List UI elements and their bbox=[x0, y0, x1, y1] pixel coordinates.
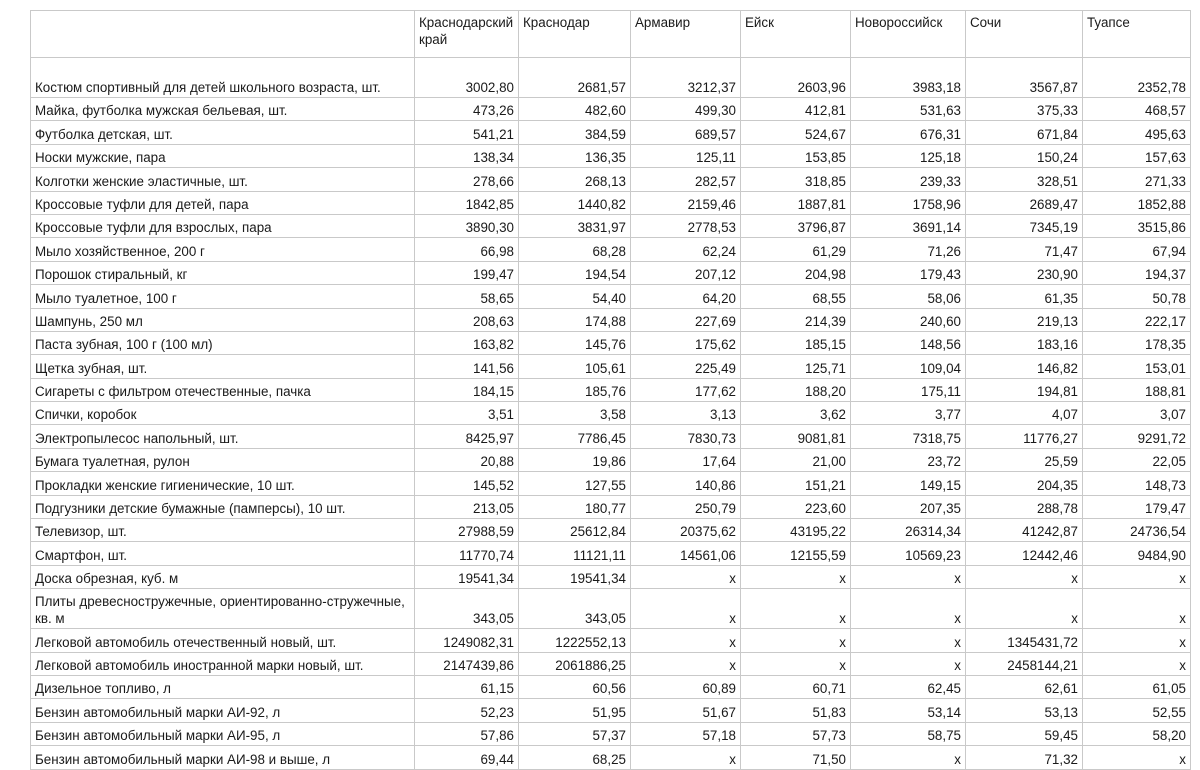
price-cell-tuapse: 179,47 bbox=[1083, 495, 1191, 518]
price-cell-novorossiysk: 7318,75 bbox=[851, 425, 966, 448]
price-cell-eysk: x bbox=[741, 629, 851, 652]
price-cell-krasnodar-krai: 19541,34 bbox=[415, 565, 519, 588]
table-row bbox=[31, 168, 1191, 191]
table-row bbox=[31, 378, 1191, 401]
table-row bbox=[31, 98, 1191, 121]
price-table bbox=[30, 10, 1191, 770]
price-cell-armavir: 62,24 bbox=[631, 238, 741, 261]
table-body bbox=[31, 58, 1191, 770]
price-cell-armavir: 125,11 bbox=[631, 144, 741, 167]
price-cell-eysk: 43195,22 bbox=[741, 519, 851, 542]
price-cell-krasnodar-krai: 2147439,86 bbox=[415, 652, 519, 675]
price-cell-krasnodar-krai: 58,65 bbox=[415, 285, 519, 308]
price-cell-novorossiysk: 53,14 bbox=[851, 699, 966, 722]
table-row bbox=[31, 121, 1191, 144]
product-name-cell: Бензин автомобильный марки АИ-98 и выше, л bbox=[31, 746, 415, 769]
price-cell-eysk: 151,21 bbox=[741, 472, 851, 495]
price-cell-armavir: 689,57 bbox=[631, 121, 741, 144]
price-cell-eysk: 51,83 bbox=[741, 699, 851, 722]
price-cell-krasnodar-krai: 66,98 bbox=[415, 238, 519, 261]
price-cell-armavir: 2159,46 bbox=[631, 191, 741, 214]
price-cell-krasnodar-krai: 69,44 bbox=[415, 746, 519, 769]
header-tuapse: Туапсе bbox=[1083, 11, 1191, 58]
price-cell-krasnodar: 7786,45 bbox=[519, 425, 631, 448]
price-cell-tuapse: x bbox=[1083, 565, 1191, 588]
table-row bbox=[31, 448, 1191, 471]
product-name-cell: Бензин автомобильный марки АИ-95, л bbox=[31, 722, 415, 745]
price-cell-armavir: 175,62 bbox=[631, 331, 741, 354]
price-cell-krasnodar: 19541,34 bbox=[519, 565, 631, 588]
price-cell-sochi: 71,32 bbox=[966, 746, 1083, 769]
price-cell-sochi: 671,84 bbox=[966, 121, 1083, 144]
price-cell-tuapse: 178,35 bbox=[1083, 331, 1191, 354]
price-cell-sochi: 150,24 bbox=[966, 144, 1083, 167]
price-cell-novorossiysk: x bbox=[851, 629, 966, 652]
table-row bbox=[31, 58, 1191, 98]
price-cell-novorossiysk: 149,15 bbox=[851, 472, 966, 495]
price-cell-armavir: 499,30 bbox=[631, 98, 741, 121]
price-cell-eysk: 185,15 bbox=[741, 331, 851, 354]
price-cell-krasnodar-krai: 8425,97 bbox=[415, 425, 519, 448]
header-krasnodar-krai: Краснодарский край bbox=[415, 11, 519, 58]
price-cell-armavir: x bbox=[631, 746, 741, 769]
price-cell-krasnodar: 11121,11 bbox=[519, 542, 631, 565]
price-cell-krasnodar-krai: 3,51 bbox=[415, 402, 519, 425]
product-name-cell: Шампунь, 250 мл bbox=[31, 308, 415, 331]
price-cell-krasnodar: 105,61 bbox=[519, 355, 631, 378]
price-cell-krasnodar: 25612,84 bbox=[519, 519, 631, 542]
price-cell-armavir: 3212,37 bbox=[631, 58, 741, 98]
price-cell-tuapse: 271,33 bbox=[1083, 168, 1191, 191]
product-name-cell: Плиты древесностружечные, ориентированно-стружечные, кв. м bbox=[31, 589, 415, 629]
product-name-cell: Порошок стиральный, кг bbox=[31, 261, 415, 284]
price-cell-novorossiysk: 207,35 bbox=[851, 495, 966, 518]
table-row bbox=[31, 652, 1191, 675]
product-name-cell: Щетка зубная, шт. bbox=[31, 355, 415, 378]
table-row bbox=[31, 285, 1191, 308]
product-name-cell: Подгузники детские бумажные (памперсы), 10 шт. bbox=[31, 495, 415, 518]
price-cell-krasnodar: 185,76 bbox=[519, 378, 631, 401]
table-row bbox=[31, 331, 1191, 354]
price-cell-tuapse: x bbox=[1083, 652, 1191, 675]
header-eysk: Ейск bbox=[741, 11, 851, 58]
price-cell-sochi: 219,13 bbox=[966, 308, 1083, 331]
price-cell-krasnodar-krai: 61,15 bbox=[415, 675, 519, 698]
price-cell-sochi: 328,51 bbox=[966, 168, 1083, 191]
price-cell-eysk: 60,71 bbox=[741, 675, 851, 698]
price-cell-krasnodar-krai: 473,26 bbox=[415, 98, 519, 121]
price-cell-sochi: 1345431,72 bbox=[966, 629, 1083, 652]
price-cell-armavir: 207,12 bbox=[631, 261, 741, 284]
price-cell-tuapse: 153,01 bbox=[1083, 355, 1191, 378]
price-cell-sochi: 61,35 bbox=[966, 285, 1083, 308]
price-cell-krasnodar: 68,25 bbox=[519, 746, 631, 769]
price-cell-tuapse: 222,17 bbox=[1083, 308, 1191, 331]
price-cell-sochi: 2458144,21 bbox=[966, 652, 1083, 675]
price-cell-eysk: x bbox=[741, 652, 851, 675]
price-cell-tuapse: 58,20 bbox=[1083, 722, 1191, 745]
header-krasnodar: Краснодар bbox=[519, 11, 631, 58]
price-cell-novorossiysk: x bbox=[851, 746, 966, 769]
price-cell-novorossiysk: 175,11 bbox=[851, 378, 966, 401]
price-cell-novorossiysk: 125,18 bbox=[851, 144, 966, 167]
price-cell-sochi: 375,33 bbox=[966, 98, 1083, 121]
product-name-cell: Кроссовые туфли для взрослых, пара bbox=[31, 214, 415, 237]
price-cell-eysk: 3,62 bbox=[741, 402, 851, 425]
product-name-cell: Футболка детская, шт. bbox=[31, 121, 415, 144]
price-cell-krasnodar-krai: 343,05 bbox=[415, 589, 519, 629]
price-cell-sochi: 288,78 bbox=[966, 495, 1083, 518]
price-table-page bbox=[30, 10, 1190, 770]
price-cell-sochi: 230,90 bbox=[966, 261, 1083, 284]
price-cell-novorossiysk: x bbox=[851, 652, 966, 675]
table-row bbox=[31, 746, 1191, 769]
price-cell-eysk: 524,67 bbox=[741, 121, 851, 144]
price-cell-tuapse: 67,94 bbox=[1083, 238, 1191, 261]
price-cell-krasnodar: 268,13 bbox=[519, 168, 631, 191]
header-sochi: Сочи bbox=[966, 11, 1083, 58]
price-cell-novorossiysk: 531,63 bbox=[851, 98, 966, 121]
price-cell-sochi: x bbox=[966, 589, 1083, 629]
price-cell-krasnodar: 68,28 bbox=[519, 238, 631, 261]
price-cell-novorossiysk: 62,45 bbox=[851, 675, 966, 698]
header-row bbox=[31, 11, 1191, 58]
price-cell-novorossiysk: 3691,14 bbox=[851, 214, 966, 237]
price-cell-armavir: 7830,73 bbox=[631, 425, 741, 448]
price-cell-eysk: 2603,96 bbox=[741, 58, 851, 98]
price-cell-novorossiysk: 1758,96 bbox=[851, 191, 966, 214]
price-cell-tuapse: 468,57 bbox=[1083, 98, 1191, 121]
price-cell-tuapse: 188,81 bbox=[1083, 378, 1191, 401]
price-cell-novorossiysk: 676,31 bbox=[851, 121, 966, 144]
price-cell-krasnodar-krai: 3002,80 bbox=[415, 58, 519, 98]
price-cell-krasnodar: 1222552,13 bbox=[519, 629, 631, 652]
price-cell-armavir: x bbox=[631, 629, 741, 652]
price-cell-krasnodar: 136,35 bbox=[519, 144, 631, 167]
price-cell-krasnodar: 2681,57 bbox=[519, 58, 631, 98]
table-row bbox=[31, 214, 1191, 237]
price-cell-eysk: 21,00 bbox=[741, 448, 851, 471]
price-cell-sochi: 146,82 bbox=[966, 355, 1083, 378]
price-cell-armavir: 140,86 bbox=[631, 472, 741, 495]
product-name-cell: Легковой автомобиль отечественный новый, шт. bbox=[31, 629, 415, 652]
table-row bbox=[31, 565, 1191, 588]
price-cell-krasnodar-krai: 141,56 bbox=[415, 355, 519, 378]
price-cell-krasnodar-krai: 52,23 bbox=[415, 699, 519, 722]
price-cell-armavir: 227,69 bbox=[631, 308, 741, 331]
price-cell-krasnodar-krai: 145,52 bbox=[415, 472, 519, 495]
price-cell-sochi: 62,61 bbox=[966, 675, 1083, 698]
table-row bbox=[31, 425, 1191, 448]
product-name-cell: Смартфон, шт. bbox=[31, 542, 415, 565]
product-name-cell: Бумага туалетная, рулон bbox=[31, 448, 415, 471]
price-cell-krasnodar: 60,56 bbox=[519, 675, 631, 698]
price-cell-armavir: 14561,06 bbox=[631, 542, 741, 565]
price-cell-tuapse: 194,37 bbox=[1083, 261, 1191, 284]
price-cell-tuapse: 9291,72 bbox=[1083, 425, 1191, 448]
price-cell-krasnodar-krai: 27988,59 bbox=[415, 519, 519, 542]
price-cell-tuapse: 157,63 bbox=[1083, 144, 1191, 167]
table-row bbox=[31, 519, 1191, 542]
table-row bbox=[31, 495, 1191, 518]
price-cell-armavir: 2778,53 bbox=[631, 214, 741, 237]
price-cell-eysk: 214,39 bbox=[741, 308, 851, 331]
table-row bbox=[31, 308, 1191, 331]
price-cell-eysk: 125,71 bbox=[741, 355, 851, 378]
product-name-cell: Сигареты с фильтром отечественные, пачка bbox=[31, 378, 415, 401]
price-cell-novorossiysk: 148,56 bbox=[851, 331, 966, 354]
product-name-cell: Прокладки женские гигиенические, 10 шт. bbox=[31, 472, 415, 495]
price-cell-krasnodar: 482,60 bbox=[519, 98, 631, 121]
price-cell-eysk: 3796,87 bbox=[741, 214, 851, 237]
product-name-cell: Кроссовые туфли для детей, пара bbox=[31, 191, 415, 214]
table-row bbox=[31, 191, 1191, 214]
table-row bbox=[31, 261, 1191, 284]
table-row bbox=[31, 675, 1191, 698]
price-cell-eysk: 61,29 bbox=[741, 238, 851, 261]
price-cell-sochi: 12442,46 bbox=[966, 542, 1083, 565]
price-cell-sochi: 53,13 bbox=[966, 699, 1083, 722]
price-cell-eysk: 68,55 bbox=[741, 285, 851, 308]
price-cell-sochi: 204,35 bbox=[966, 472, 1083, 495]
price-cell-krasnodar: 51,95 bbox=[519, 699, 631, 722]
price-cell-sochi: 59,45 bbox=[966, 722, 1083, 745]
price-cell-krasnodar-krai: 1842,85 bbox=[415, 191, 519, 214]
table-row bbox=[31, 542, 1191, 565]
price-cell-krasnodar-krai: 20,88 bbox=[415, 448, 519, 471]
product-name-cell: Легковой автомобиль иностранной марки новый, шт. bbox=[31, 652, 415, 675]
price-cell-novorossiysk: x bbox=[851, 589, 966, 629]
header-armavir: Армавир bbox=[631, 11, 741, 58]
price-cell-krasnodar-krai: 541,21 bbox=[415, 121, 519, 144]
price-cell-eysk: 57,73 bbox=[741, 722, 851, 745]
price-cell-novorossiysk: 58,06 bbox=[851, 285, 966, 308]
table-row bbox=[31, 238, 1191, 261]
price-cell-eysk: 412,81 bbox=[741, 98, 851, 121]
price-cell-krasnodar: 194,54 bbox=[519, 261, 631, 284]
price-cell-tuapse: 495,63 bbox=[1083, 121, 1191, 144]
price-cell-novorossiysk: 109,04 bbox=[851, 355, 966, 378]
price-cell-tuapse: x bbox=[1083, 746, 1191, 769]
price-cell-eysk: 223,60 bbox=[741, 495, 851, 518]
price-cell-novorossiysk: 26314,34 bbox=[851, 519, 966, 542]
price-cell-krasnodar: 57,37 bbox=[519, 722, 631, 745]
product-name-cell: Майка, футболка мужская бельевая, шт. bbox=[31, 98, 415, 121]
product-name-cell: Мыло туалетное, 100 г bbox=[31, 285, 415, 308]
price-cell-tuapse: 22,05 bbox=[1083, 448, 1191, 471]
price-cell-armavir: 282,57 bbox=[631, 168, 741, 191]
price-cell-krasnodar-krai: 199,47 bbox=[415, 261, 519, 284]
price-cell-sochi: 183,16 bbox=[966, 331, 1083, 354]
price-cell-eysk: 153,85 bbox=[741, 144, 851, 167]
price-cell-eysk: 12155,59 bbox=[741, 542, 851, 565]
price-cell-krasnodar: 19,86 bbox=[519, 448, 631, 471]
price-cell-armavir: 64,20 bbox=[631, 285, 741, 308]
price-cell-krasnodar: 145,76 bbox=[519, 331, 631, 354]
price-cell-sochi: x bbox=[966, 565, 1083, 588]
price-cell-eysk: x bbox=[741, 589, 851, 629]
price-cell-krasnodar-krai: 3890,30 bbox=[415, 214, 519, 237]
price-cell-tuapse: 148,73 bbox=[1083, 472, 1191, 495]
price-cell-tuapse: 9484,90 bbox=[1083, 542, 1191, 565]
price-cell-sochi: 2689,47 bbox=[966, 191, 1083, 214]
product-name-cell: Спички, коробок bbox=[31, 402, 415, 425]
price-cell-krasnodar-krai: 163,82 bbox=[415, 331, 519, 354]
price-cell-armavir: 60,89 bbox=[631, 675, 741, 698]
price-cell-krasnodar-krai: 278,66 bbox=[415, 168, 519, 191]
price-cell-armavir: 177,62 bbox=[631, 378, 741, 401]
product-name-cell: Мыло хозяйственное, 200 г bbox=[31, 238, 415, 261]
price-cell-sochi: 7345,19 bbox=[966, 214, 1083, 237]
table-row bbox=[31, 355, 1191, 378]
price-cell-armavir: x bbox=[631, 652, 741, 675]
price-cell-sochi: 25,59 bbox=[966, 448, 1083, 471]
price-cell-tuapse: 2352,78 bbox=[1083, 58, 1191, 98]
price-cell-sochi: 41242,87 bbox=[966, 519, 1083, 542]
table-row bbox=[31, 699, 1191, 722]
price-cell-eysk: 318,85 bbox=[741, 168, 851, 191]
price-cell-tuapse: x bbox=[1083, 589, 1191, 629]
table-row bbox=[31, 472, 1191, 495]
price-cell-krasnodar-krai: 184,15 bbox=[415, 378, 519, 401]
price-cell-krasnodar-krai: 138,34 bbox=[415, 144, 519, 167]
price-cell-armavir: 3,13 bbox=[631, 402, 741, 425]
price-cell-eysk: 9081,81 bbox=[741, 425, 851, 448]
price-cell-eysk: 71,50 bbox=[741, 746, 851, 769]
price-cell-armavir: 250,79 bbox=[631, 495, 741, 518]
price-cell-krasnodar: 384,59 bbox=[519, 121, 631, 144]
price-cell-novorossiysk: 58,75 bbox=[851, 722, 966, 745]
price-cell-armavir: x bbox=[631, 589, 741, 629]
price-cell-armavir: 51,67 bbox=[631, 699, 741, 722]
price-cell-tuapse: 61,05 bbox=[1083, 675, 1191, 698]
price-cell-krasnodar: 174,88 bbox=[519, 308, 631, 331]
header-novorossiysk: Новороссийск bbox=[851, 11, 966, 58]
price-cell-eysk: 1887,81 bbox=[741, 191, 851, 214]
price-cell-krasnodar: 2061886,25 bbox=[519, 652, 631, 675]
price-cell-eysk: 188,20 bbox=[741, 378, 851, 401]
price-cell-eysk: 204,98 bbox=[741, 261, 851, 284]
price-cell-novorossiysk: 10569,23 bbox=[851, 542, 966, 565]
price-cell-krasnodar-krai: 11770,74 bbox=[415, 542, 519, 565]
price-cell-tuapse: 3,07 bbox=[1083, 402, 1191, 425]
price-cell-armavir: 17,64 bbox=[631, 448, 741, 471]
price-cell-tuapse: 50,78 bbox=[1083, 285, 1191, 308]
table-row bbox=[31, 629, 1191, 652]
price-cell-sochi: 11776,27 bbox=[966, 425, 1083, 448]
product-name-cell: Доска обрезная, куб. м bbox=[31, 565, 415, 588]
product-name-cell: Бензин автомобильный марки АИ-92, л bbox=[31, 699, 415, 722]
price-cell-krasnodar: 54,40 bbox=[519, 285, 631, 308]
product-name-cell: Электропылесос напольный, шт. bbox=[31, 425, 415, 448]
table-row bbox=[31, 589, 1191, 629]
price-cell-tuapse: x bbox=[1083, 629, 1191, 652]
price-cell-novorossiysk: 179,43 bbox=[851, 261, 966, 284]
price-cell-tuapse: 3515,86 bbox=[1083, 214, 1191, 237]
price-cell-krasnodar: 3831,97 bbox=[519, 214, 631, 237]
price-cell-novorossiysk: 3,77 bbox=[851, 402, 966, 425]
price-cell-novorossiysk: 3983,18 bbox=[851, 58, 966, 98]
price-cell-armavir: 20375,62 bbox=[631, 519, 741, 542]
price-cell-krasnodar-krai: 1249082,31 bbox=[415, 629, 519, 652]
price-cell-armavir: x bbox=[631, 565, 741, 588]
price-cell-sochi: 71,47 bbox=[966, 238, 1083, 261]
price-cell-novorossiysk: 23,72 bbox=[851, 448, 966, 471]
price-cell-krasnodar-krai: 213,05 bbox=[415, 495, 519, 518]
product-name-cell: Дизельное топливо, л bbox=[31, 675, 415, 698]
price-cell-tuapse: 52,55 bbox=[1083, 699, 1191, 722]
price-cell-novorossiysk: x bbox=[851, 565, 966, 588]
price-cell-novorossiysk: 239,33 bbox=[851, 168, 966, 191]
price-cell-krasnodar: 343,05 bbox=[519, 589, 631, 629]
table-row bbox=[31, 144, 1191, 167]
price-cell-sochi: 3567,87 bbox=[966, 58, 1083, 98]
price-cell-tuapse: 1852,88 bbox=[1083, 191, 1191, 214]
price-cell-krasnodar: 1440,82 bbox=[519, 191, 631, 214]
product-name-cell: Телевизор, шт. bbox=[31, 519, 415, 542]
price-cell-krasnodar: 180,77 bbox=[519, 495, 631, 518]
product-name-cell: Носки мужские, пара bbox=[31, 144, 415, 167]
table-row bbox=[31, 402, 1191, 425]
price-cell-krasnodar: 3,58 bbox=[519, 402, 631, 425]
price-cell-novorossiysk: 71,26 bbox=[851, 238, 966, 261]
product-name-cell: Паста зубная, 100 г (100 мл) bbox=[31, 331, 415, 354]
product-name-cell: Колготки женские эластичные, шт. bbox=[31, 168, 415, 191]
price-cell-krasnodar-krai: 208,63 bbox=[415, 308, 519, 331]
table-row bbox=[31, 722, 1191, 745]
price-cell-sochi: 4,07 bbox=[966, 402, 1083, 425]
price-cell-sochi: 194,81 bbox=[966, 378, 1083, 401]
price-cell-armavir: 57,18 bbox=[631, 722, 741, 745]
price-cell-krasnodar-krai: 57,86 bbox=[415, 722, 519, 745]
price-cell-krasnodar: 127,55 bbox=[519, 472, 631, 495]
price-cell-armavir: 225,49 bbox=[631, 355, 741, 378]
price-cell-novorossiysk: 240,60 bbox=[851, 308, 966, 331]
header-product bbox=[31, 11, 415, 58]
product-name-cell: Костюм спортивный для детей школьного возраста, шт. bbox=[31, 58, 415, 98]
price-cell-tuapse: 24736,54 bbox=[1083, 519, 1191, 542]
price-cell-eysk: x bbox=[741, 565, 851, 588]
table-header bbox=[31, 11, 1191, 58]
